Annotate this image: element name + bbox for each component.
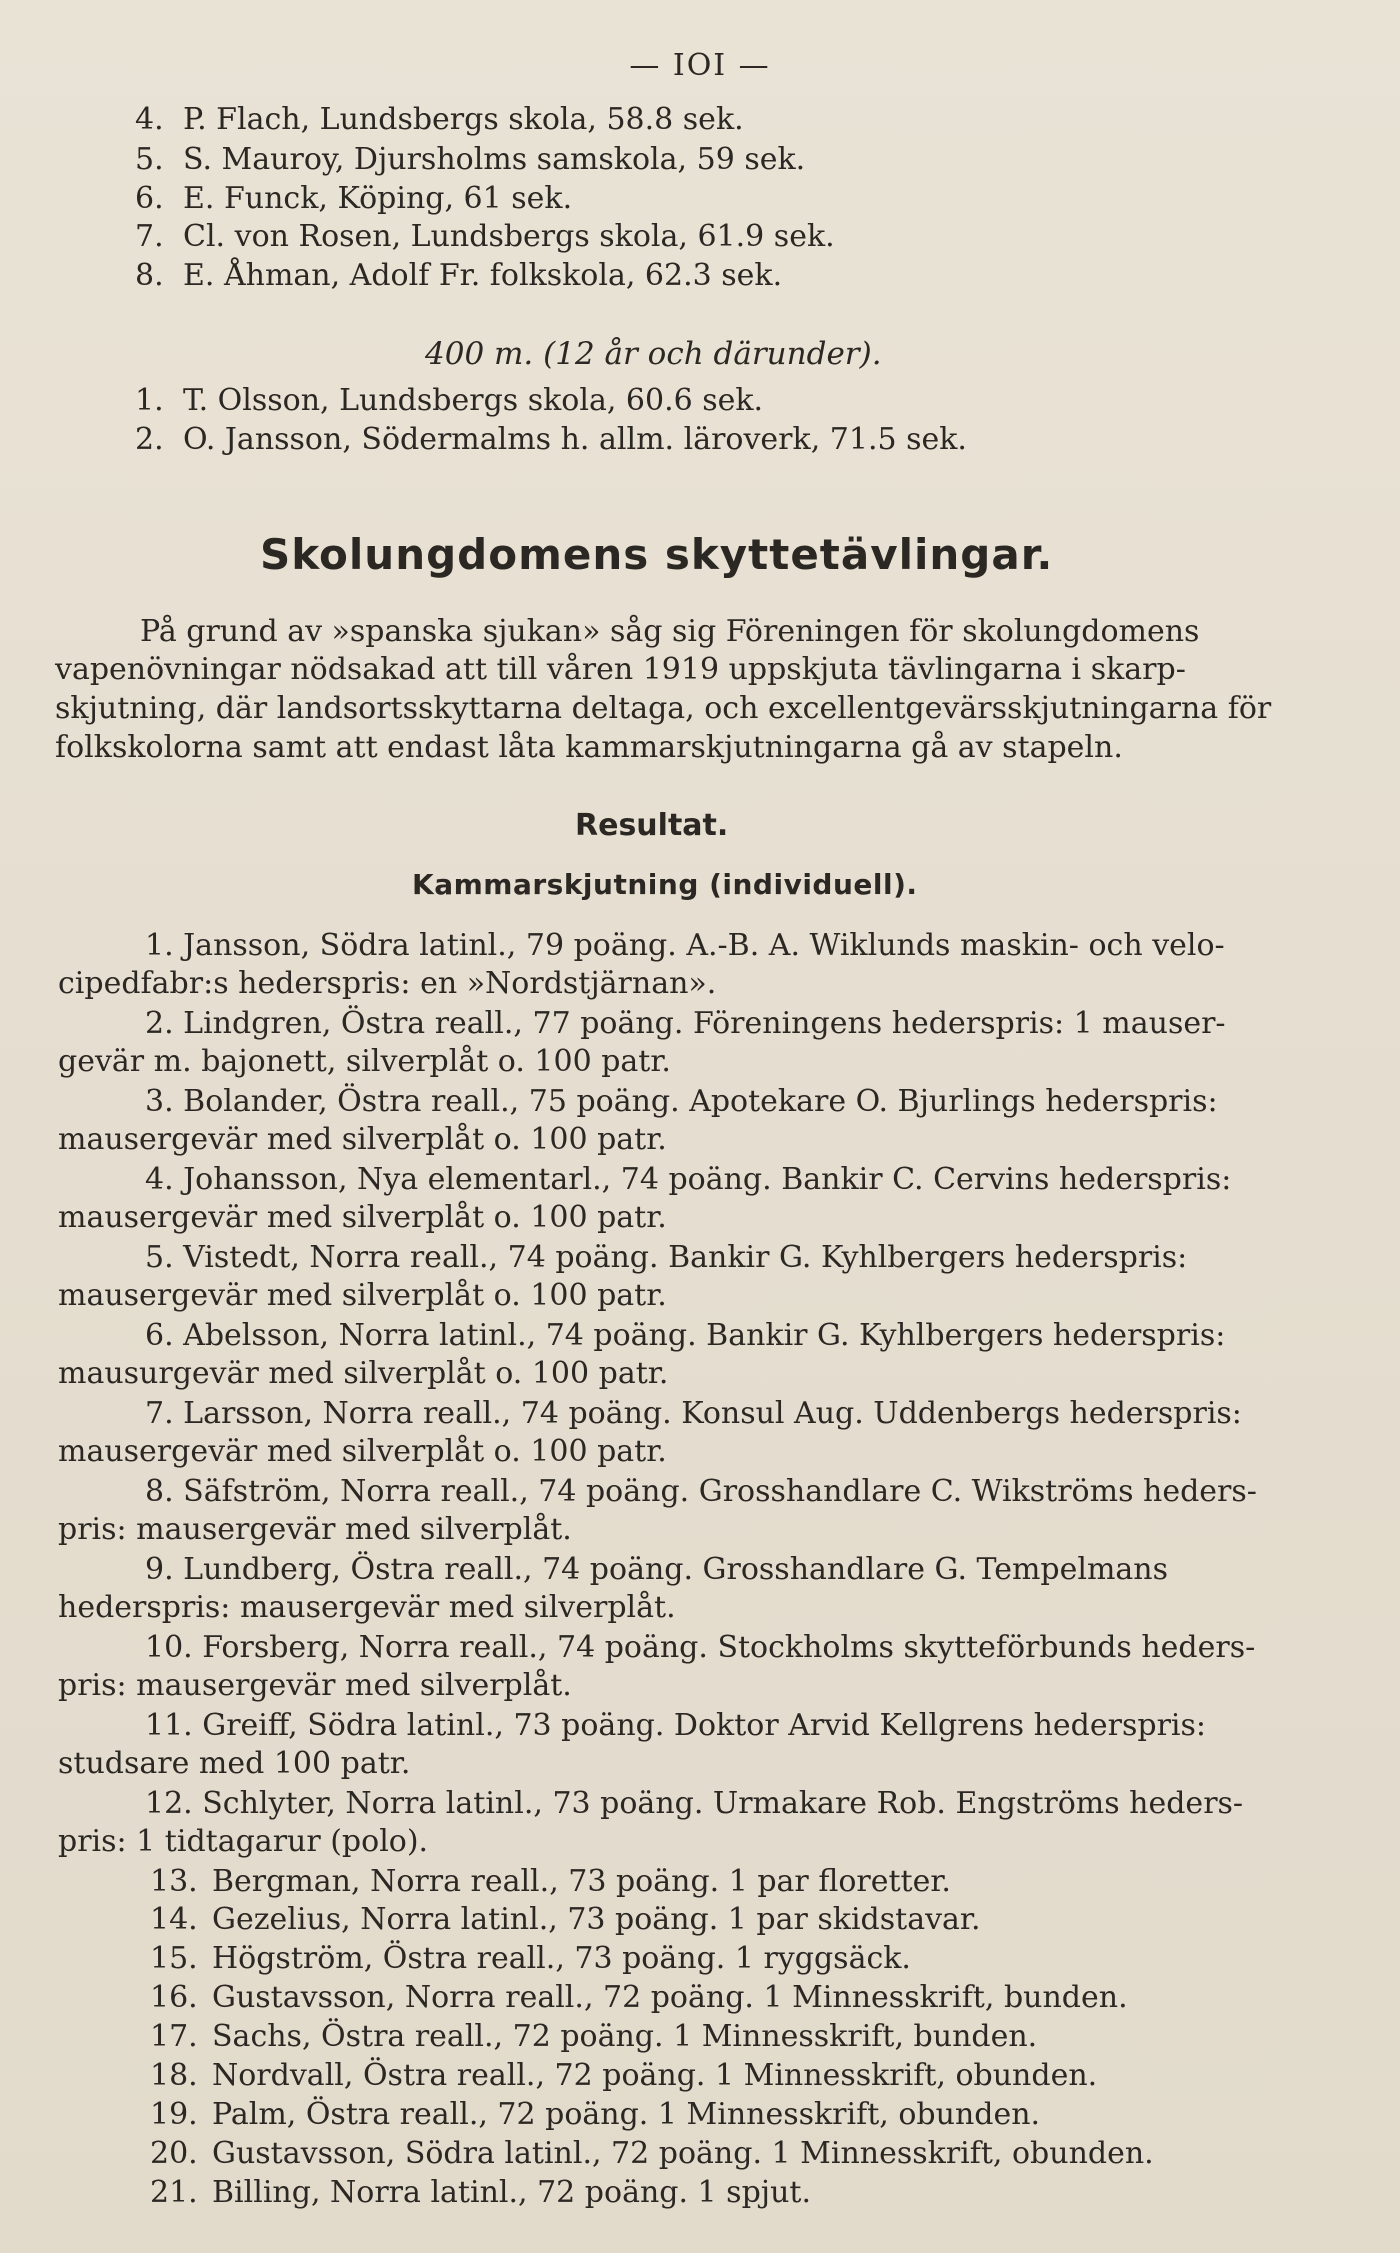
- entry-11-line-2: studsare med 100 patr.: [58, 1746, 411, 1781]
- race-result-number: 2.: [135, 422, 164, 457]
- entry-number: 18.: [150, 2058, 198, 2093]
- entry-7-line-2: mausergevär med silverplåt o. 100 patr.: [58, 1434, 667, 1469]
- race-result-number: 5.: [135, 142, 164, 177]
- entry-number: 16.: [150, 1980, 198, 2015]
- entry-4-line-2: mausergevär med silverplåt o. 100 patr.: [58, 1200, 667, 1235]
- entry-9-line-1: 9. Lundberg, Östra reall., 74 poäng. Grosshandlare G. Tempelmans: [145, 1552, 1169, 1587]
- entry-12-line-1: 12. Schlyter, Norra latinl., 73 poäng. Urmakare Rob. Engströms heders-: [145, 1786, 1244, 1821]
- entry-text: Bergman, Norra reall., 73 poäng. 1 par floretter.: [212, 1864, 951, 1899]
- entry-10-line-1: 10. Forsberg, Norra reall., 74 poäng. Stockholms skytteförbunds heders-: [145, 1630, 1256, 1665]
- entry-3-line-2: mausergevär med silverplåt o. 100 patr.: [58, 1122, 667, 1157]
- race-400-result-2: [135, 422, 967, 458]
- race-result-text: P. Flach, Lundsbergs skola, 58.8 sek.: [183, 102, 744, 137]
- entry-text: Gustavsson, Norra reall., 72 poäng. 1 Minnesskrift, bunden.: [212, 1980, 1128, 2015]
- entry-number: 13.: [150, 1864, 198, 1899]
- entry-20: [150, 2136, 1154, 2172]
- entry-14: [150, 1902, 981, 1938]
- page-number: — IOI —: [629, 48, 771, 83]
- entry-8-line-1: 8. Säfström, Norra reall., 74 poäng. Grosshandlare C. Wikströms heders-: [145, 1474, 1257, 1509]
- entry-2-line-2: gevär m. bajonett, silverplåt o. 100 patr.: [58, 1044, 671, 1079]
- entry-2-line-1: 2. Lindgren, Östra reall., 77 poäng. Föreningens hederspris: 1 mauser-: [145, 1006, 1226, 1041]
- category-heading: Kammarskjutning (individuell).: [412, 868, 918, 901]
- race-result-text: O. Jansson, Södermalms h. allm. läroverk, 71.5 sek.: [183, 422, 967, 457]
- entry-3-line-1: 3. Bolander, Östra reall., 75 poäng. Apotekare O. Bjurlings hederspris:: [145, 1084, 1218, 1119]
- race-result-number: 4.: [135, 102, 164, 137]
- race-result-text: S. Mauroy, Djursholms samskola, 59 sek.: [183, 142, 806, 177]
- race-400-result-1: [135, 383, 763, 419]
- entry-text: Gezelius, Norra latinl., 73 poäng. 1 par skidstavar.: [212, 1902, 981, 1937]
- entry-7-line-1: 7. Larsson, Norra reall., 74 poäng. Konsul Aug. Uddenbergs hederspris:: [145, 1396, 1242, 1431]
- entry-12-line-2: pris: 1 tidtagarur (polo).: [58, 1824, 429, 1859]
- entry-text: Högström, Östra reall., 73 poäng. 1 ryggsäck.: [212, 1941, 911, 1976]
- entry-11-line-1: 11. Greiff, Södra latinl., 73 poäng. Doktor Arvid Kellgrens hederspris:: [145, 1708, 1207, 1743]
- entry-number: 17.: [150, 2019, 198, 2054]
- entry-6-line-2: mausurgevär med silverplåt o. 100 patr.: [58, 1356, 669, 1391]
- entry-9-line-2: hederspris: mausergevär med silverplåt.: [58, 1590, 676, 1625]
- paragraph-line-2: vapenövningar nödsakad att till våren 1919 uppskjuta tävlingarna i skarp-: [55, 652, 1186, 687]
- race-result-8: [135, 258, 782, 294]
- race-result-4: [135, 102, 744, 138]
- race-result-7: [135, 219, 835, 255]
- race-result-6: [135, 181, 572, 217]
- entry-4-line-1: 4. Johansson, Nya elementarl., 74 poäng. Bankir C. Cervins hederspris:: [145, 1162, 1232, 1197]
- entry-text: Sachs, Östra reall., 72 poäng. 1 Minnesskrift, bunden.: [212, 2019, 1038, 2054]
- race-result-number: 7.: [135, 219, 164, 254]
- entry-18: [150, 2058, 1097, 2094]
- race-result-number: 1.: [135, 383, 164, 418]
- entry-13: [150, 1864, 951, 1900]
- entry-number: 15.: [150, 1941, 198, 1976]
- entry-1-line-1: 1. Jansson, Södra latinl., 79 poäng. A.-B. A. Wiklunds maskin- och velo-: [145, 928, 1225, 963]
- race-400-heading: 400 m. (12 år och därunder).: [425, 336, 882, 372]
- paragraph-line-4: folkskolorna samt att endast låta kammarskjutningarna gå av stapeln.: [55, 730, 1123, 765]
- entry-text: Gustavsson, Södra latinl., 72 poäng. 1 Minnesskrift, obunden.: [212, 2136, 1154, 2171]
- race-result-text: E. Åhman, Adolf Fr. folkskola, 62.3 sek.: [183, 258, 783, 293]
- entry-text: Nordvall, Östra reall., 72 poäng. 1 Minnesskrift, obunden.: [212, 2058, 1098, 2093]
- entry-5-line-2: mausergevär med silverplåt o. 100 patr.: [58, 1278, 667, 1313]
- entry-number: 14.: [150, 1902, 198, 1937]
- race-result-text: Cl. von Rosen, Lundsbergs skola, 61.9 sek.: [183, 219, 835, 254]
- entry-21: [150, 2175, 811, 2211]
- race-result-5: [135, 142, 805, 178]
- paragraph-line-3: skjutning, där landsortsskyttarna deltaga, och excellentgevärsskjutningarna för: [55, 691, 1272, 726]
- entry-16: [150, 1980, 1128, 2016]
- section-title: Skolungdomens skyttetävlingar.: [260, 530, 1054, 579]
- results-heading: Resultat.: [575, 808, 729, 843]
- paragraph-line-1: På grund av »spanska sjukan» såg sig Föreningen för skolungdomens: [140, 614, 1200, 649]
- entry-1-line-2: cipedfabr:s hederspris: en »Nordstjärnan».: [58, 966, 717, 1001]
- entry-5-line-1: 5. Vistedt, Norra reall., 74 poäng. Bankir G. Kyhlbergers hederspris:: [145, 1240, 1188, 1275]
- race-result-text: E. Funck, Köping, 61 sek.: [183, 181, 573, 216]
- entry-text: Billing, Norra latinl., 72 poäng. 1 spjut.: [212, 2175, 811, 2210]
- entry-19: [150, 2097, 1040, 2133]
- entry-17: [150, 2019, 1037, 2055]
- entry-number: 21.: [150, 2175, 198, 2210]
- race-result-text: T. Olsson, Lundsbergs skola, 60.6 sek.: [183, 383, 764, 418]
- entry-15: [150, 1941, 911, 1977]
- entry-10-line-2: pris: mausergevär med silverplåt.: [58, 1668, 572, 1703]
- entry-number: 20.: [150, 2136, 198, 2171]
- race-result-number: 8.: [135, 258, 164, 293]
- entry-text: Palm, Östra reall., 72 poäng. 1 Minnesskrift, obunden.: [212, 2097, 1041, 2132]
- race-result-number: 6.: [135, 181, 164, 216]
- entry-number: 19.: [150, 2097, 198, 2132]
- entry-8-line-2: pris: mausergevär med silverplåt.: [58, 1512, 572, 1547]
- entry-6-line-1: 6. Abelsson, Norra latinl., 74 poäng. Bankir G. Kyhlbergers hederspris:: [145, 1318, 1226, 1353]
